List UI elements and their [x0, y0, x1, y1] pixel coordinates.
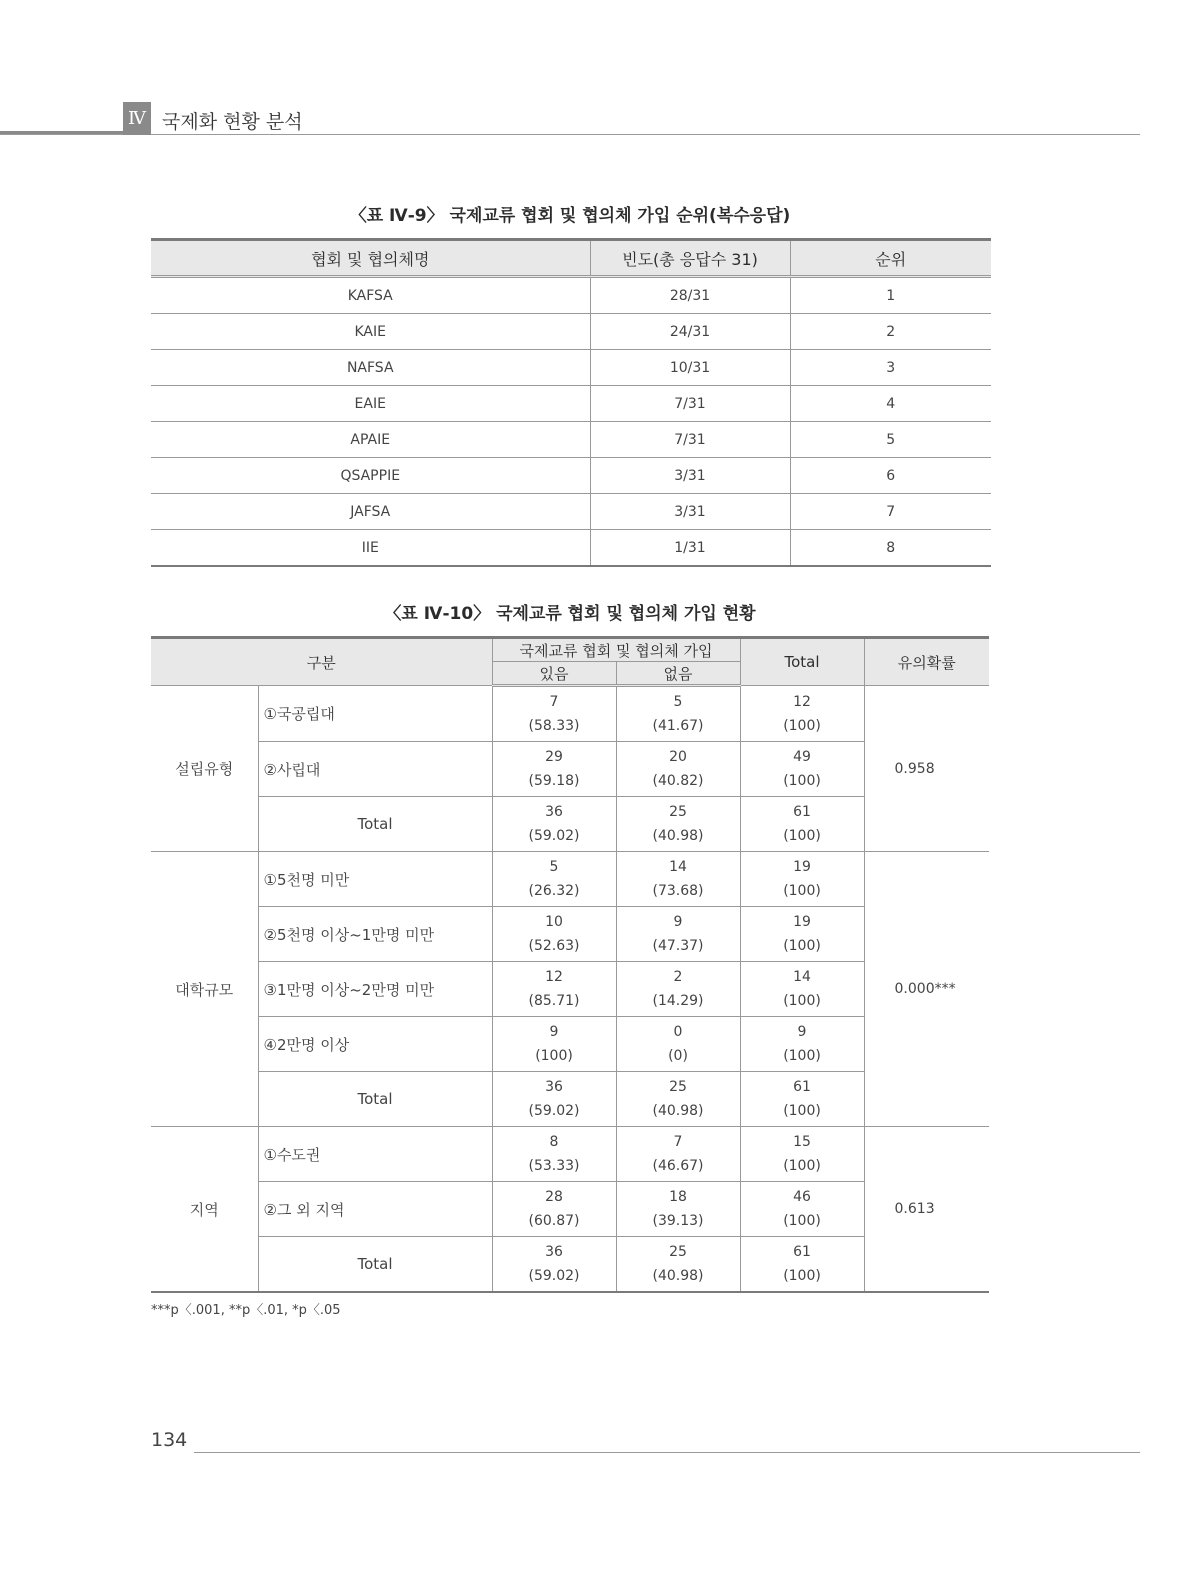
table-row: [151, 907, 989, 962]
count-value: 9: [673, 914, 683, 930]
total-cell: [740, 907, 864, 962]
total-cell: [740, 1182, 864, 1237]
table2-header-row-1: [151, 638, 989, 662]
association-name-cell: APAIE: [151, 422, 590, 458]
count-value: 9: [797, 1024, 807, 1040]
no-cell: [616, 686, 740, 742]
table-row: [151, 494, 991, 530]
yes-cell: [492, 742, 616, 797]
percent-value: (41.67): [652, 718, 704, 734]
count-value: 0: [673, 1024, 683, 1040]
total-cell: [740, 962, 864, 1017]
count-value: 19: [793, 859, 811, 875]
percent-value: (73.68): [652, 883, 704, 899]
table-row: [151, 277, 991, 314]
total-cell: [740, 1017, 864, 1072]
chapter-number-badge: Ⅳ: [123, 102, 151, 135]
yes-cell: [492, 686, 616, 742]
rank-cell: 7: [790, 494, 991, 530]
count-value: 12: [545, 969, 563, 985]
frequency-cell: 7/31: [590, 422, 790, 458]
row-label-cell: ①국공립대: [258, 686, 492, 742]
page-number: 134: [151, 1429, 188, 1451]
table1-body: [151, 277, 991, 567]
rank-cell: 1: [790, 277, 991, 314]
col-header-association: 협회 및 협의체명: [151, 240, 590, 277]
percent-value: (0): [668, 1048, 688, 1064]
count-value: 8: [549, 1134, 559, 1150]
frequency-cell: 3/31: [590, 458, 790, 494]
yes-cell: [492, 962, 616, 1017]
rank-cell: 3: [790, 350, 991, 386]
no-cell: [616, 852, 740, 907]
table-row: [151, 314, 991, 350]
no-cell: [616, 1127, 740, 1182]
yes-cell: [492, 1127, 616, 1182]
percent-value: (100): [783, 1103, 821, 1119]
count-value: 10: [545, 914, 563, 930]
percent-value: (100): [535, 1048, 573, 1064]
count-value: 5: [673, 694, 683, 710]
col-header-no: 없음: [616, 662, 740, 686]
count-value: 29: [545, 749, 563, 765]
total-cell: [740, 742, 864, 797]
no-cell: [616, 1182, 740, 1237]
p-value-cell: 0.958: [864, 686, 989, 852]
row-label-cell: ④2만명 이상: [258, 1017, 492, 1072]
percent-value: (40.98): [652, 1268, 704, 1284]
percent-value: (40.82): [652, 773, 704, 789]
row-label-cell: ②사립대: [258, 742, 492, 797]
footer-rule: [194, 1452, 1140, 1453]
count-value: 49: [793, 749, 811, 765]
rank-cell: 6: [790, 458, 991, 494]
col-header-category: 구분: [151, 638, 492, 686]
table-row: [151, 686, 989, 742]
percent-value: (59.02): [528, 1268, 580, 1284]
no-cell: [616, 1017, 740, 1072]
count-value: 20: [669, 749, 687, 765]
total-cell: [740, 686, 864, 742]
table-row: [151, 350, 991, 386]
no-cell: [616, 907, 740, 962]
percent-value: (59.18): [528, 773, 580, 789]
count-value: 18: [669, 1189, 687, 1205]
percent-value: (58.33): [528, 718, 580, 734]
percent-value: (59.02): [528, 1103, 580, 1119]
percent-value: (100): [783, 1048, 821, 1064]
count-value: 25: [669, 1079, 687, 1095]
table-row: [151, 1017, 989, 1072]
col-header-yes: 있음: [492, 662, 616, 686]
table1-header-row: [151, 240, 991, 277]
percent-value: (100): [783, 1213, 821, 1229]
count-value: 14: [793, 969, 811, 985]
association-name-cell: JAFSA: [151, 494, 590, 530]
table1-caption: 〈표 Ⅳ-9〉 국제교류 협회 및 협의체 가입 순위(복수응답): [349, 206, 791, 226]
frequency-cell: 3/31: [590, 494, 790, 530]
percent-value: (14.29): [652, 993, 704, 1009]
association-name-cell: EAIE: [151, 386, 590, 422]
row-label-cell: ②5천명 이상~1만명 미만: [258, 907, 492, 962]
no-cell: [616, 962, 740, 1017]
group-label-cell: 대학규모: [151, 852, 258, 1127]
count-value: 36: [545, 1244, 563, 1260]
col-header-frequency: 빈도(총 응답수 31): [590, 240, 790, 277]
percent-value: (100): [783, 828, 821, 844]
total-cell: [740, 1072, 864, 1127]
count-value: 7: [673, 1134, 683, 1150]
row-label-cell: Total: [258, 797, 492, 852]
percent-value: (39.13): [652, 1213, 704, 1229]
group-label-cell: 설립유형: [151, 686, 258, 852]
col-header-total: Total: [740, 638, 864, 686]
association-ranking-table: [151, 238, 991, 567]
percent-value: (100): [783, 773, 821, 789]
p-value-cell: 0.000***: [864, 852, 989, 1127]
table-row: [151, 1237, 989, 1293]
frequency-cell: 28/31: [590, 277, 790, 314]
percent-value: (100): [783, 883, 821, 899]
row-label-cell: Total: [258, 1072, 492, 1127]
percent-value: (46.67): [652, 1158, 704, 1174]
row-label-cell: ①수도권: [258, 1127, 492, 1182]
rank-cell: 4: [790, 386, 991, 422]
col-header-significance: 유의확률: [864, 638, 989, 686]
count-value: 61: [793, 804, 811, 820]
total-cell: [740, 797, 864, 852]
row-label-cell: Total: [258, 1237, 492, 1293]
percent-value: (52.63): [528, 938, 580, 954]
p-value-cell: 0.613: [864, 1127, 989, 1293]
association-name-cell: KAIE: [151, 314, 590, 350]
count-value: 61: [793, 1244, 811, 1260]
count-value: 36: [545, 804, 563, 820]
association-name-cell: QSAPPIE: [151, 458, 590, 494]
count-value: 5: [549, 859, 559, 875]
count-value: 61: [793, 1079, 811, 1095]
percent-value: (85.71): [528, 993, 580, 1009]
significance-note: ***p〈.001, **p〈.01, *p〈.05: [151, 1303, 341, 1318]
row-label-cell: ②그 외 지역: [258, 1182, 492, 1237]
yes-cell: [492, 1072, 616, 1127]
percent-value: (26.32): [528, 883, 580, 899]
count-value: 36: [545, 1079, 563, 1095]
percent-value: (60.87): [528, 1213, 580, 1229]
yes-cell: [492, 907, 616, 962]
no-cell: [616, 797, 740, 852]
rank-cell: 2: [790, 314, 991, 350]
count-value: 7: [549, 694, 559, 710]
percent-value: (100): [783, 717, 821, 734]
group-label-cell: 지역: [151, 1127, 258, 1293]
table-row: [151, 1182, 989, 1237]
rank-cell: 8: [790, 530, 991, 567]
frequency-cell: 24/31: [590, 314, 790, 350]
table2-body: [151, 686, 989, 1293]
yes-cell: [492, 852, 616, 907]
count-value: 19: [793, 914, 811, 930]
table-row: [151, 797, 989, 852]
count-value: 14: [669, 859, 687, 875]
membership-status-table: [151, 636, 989, 1293]
table-row: [151, 386, 991, 422]
yes-cell: [492, 797, 616, 852]
association-name-cell: KAFSA: [151, 277, 590, 314]
table2-caption: 〈표 Ⅳ-10〉 국제교류 협회 및 협의체 가입 현황: [384, 604, 756, 624]
row-label-cell: ③1만명 이상~2만명 미만: [258, 962, 492, 1017]
no-cell: [616, 742, 740, 797]
percent-value: (100): [783, 938, 821, 954]
table-row: [151, 1072, 989, 1127]
association-name-cell: NAFSA: [151, 350, 590, 386]
percent-value: (59.02): [528, 828, 580, 844]
association-name-cell: IIE: [151, 530, 590, 567]
col-header-rank: 순위: [790, 240, 991, 277]
percent-value: (40.98): [652, 828, 704, 844]
yes-cell: [492, 1182, 616, 1237]
count-value: 28: [545, 1189, 563, 1205]
count-value: 15: [793, 1134, 811, 1150]
percent-value: (100): [783, 993, 821, 1009]
percent-value: (53.33): [528, 1158, 580, 1174]
frequency-cell: 10/31: [590, 350, 790, 386]
total-cell: [740, 1237, 864, 1293]
frequency-cell: 1/31: [590, 530, 790, 567]
chapter-title: 국제화 현황 분석: [162, 111, 303, 133]
percent-value: (47.37): [652, 938, 704, 954]
table-row: [151, 852, 989, 907]
table-row: [151, 422, 991, 458]
count-value: 25: [669, 804, 687, 820]
total-cell: [740, 1127, 864, 1182]
row-label-cell: ①5천명 미만: [258, 852, 492, 907]
yes-cell: [492, 1237, 616, 1293]
percent-value: (100): [783, 1268, 821, 1284]
rank-cell: 5: [790, 422, 991, 458]
table-row: [151, 1127, 989, 1182]
total-cell: [740, 852, 864, 907]
count-value: 25: [669, 1244, 687, 1260]
header-rule: [0, 134, 1140, 135]
no-cell: [616, 1237, 740, 1293]
frequency-cell: 7/31: [590, 386, 790, 422]
percent-value: (100): [783, 1158, 821, 1174]
count-value: 46: [793, 1189, 811, 1205]
count-value: 2: [673, 969, 683, 985]
table-row: [151, 962, 989, 1017]
yes-cell: [492, 1017, 616, 1072]
table-row: [151, 530, 991, 567]
table-row: [151, 458, 991, 494]
percent-value: (40.98): [652, 1103, 704, 1119]
no-cell: [616, 1072, 740, 1127]
table-row: [151, 742, 989, 797]
count-value: 9: [549, 1024, 559, 1040]
col-header-membership: 국제교류 협회 및 협의체 가입: [492, 638, 740, 662]
count-value: 12: [793, 693, 811, 710]
